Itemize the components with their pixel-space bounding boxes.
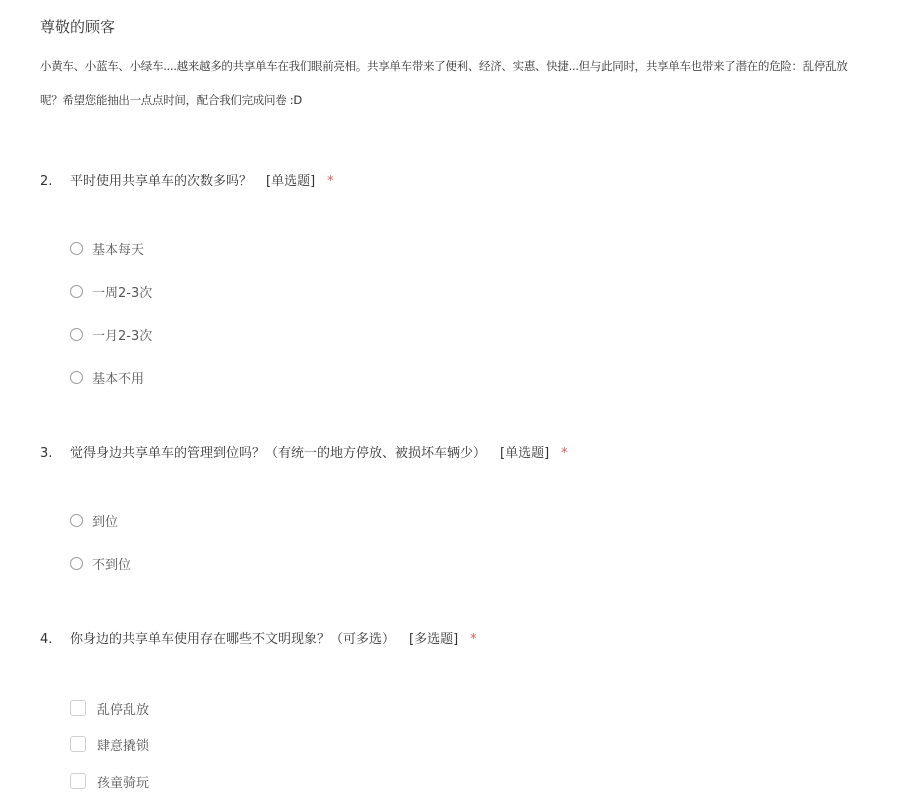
radio-button[interactable] [70,514,83,527]
option-label: 肆意撬锁 [97,738,150,754]
radio-button[interactable] [70,557,83,570]
required-mark: * [561,446,568,461]
option-label: 基本每天 [92,242,145,258]
q4-option-lock-prying[interactable] [70,734,149,754]
intro-text-line-1: 小黄车、小蓝车、小绿车....越来越多的共享单车在我们眼前亮相。共享单车带来了便利、经济、实惠、快捷...但与此同时，共享单车也带来了潜在的危险：乱停乱放 [40,59,848,73]
radio-button[interactable] [70,285,83,298]
q2-option-weekly[interactable] [70,281,152,301]
option-label: 基本不用 [92,371,145,387]
option-label: 到位 [92,514,119,530]
q2-option-never[interactable] [70,367,144,387]
radio-button[interactable] [70,242,83,255]
question-2-title [40,170,334,189]
option-label: 一月2-3次 [92,328,153,344]
question-3-title [40,442,568,461]
question-number: 3. [40,446,53,461]
question-number: 4. [40,632,53,647]
checkbox[interactable] [70,736,86,752]
option-label: 乱停乱放 [97,702,150,718]
q4-option-children-riding[interactable] [70,771,149,791]
question-type: [单选题] [500,446,550,461]
question-type: [多选题] [409,632,459,647]
question-text: 觉得身边共享单车的管理到位吗？（有统一的地方停放、被损坏车辆少） [70,446,487,461]
question-4-title [40,628,477,647]
question-text: 你身边的共享单车使用存在哪些不文明现象？（可多选） [70,632,396,647]
greeting-title: 尊敬的顾客 [40,18,116,36]
q2-option-every-day[interactable] [70,238,144,258]
q3-option-inadequate[interactable] [70,553,131,573]
option-label: 不到位 [92,557,132,573]
checkbox[interactable] [70,700,86,716]
q4-option-random-parking[interactable] [70,698,149,718]
required-mark: * [327,174,334,189]
intro-text-line-2: 呢？希望您能抽出一点点时间，配合我们完成问卷 :D [40,93,302,107]
q2-option-monthly[interactable] [70,324,152,344]
question-number: 2. [40,174,53,189]
required-mark: * [470,632,477,647]
q3-option-adequate[interactable] [70,510,118,530]
question-type: [单选题] [266,174,316,189]
checkbox[interactable] [70,773,86,789]
question-text: 平时使用共享单车的次数多吗？ [70,174,253,189]
radio-button[interactable] [70,371,83,384]
option-label: 孩童骑玩 [97,775,150,791]
radio-button[interactable] [70,328,83,341]
option-label: 一周2-3次 [92,285,153,301]
